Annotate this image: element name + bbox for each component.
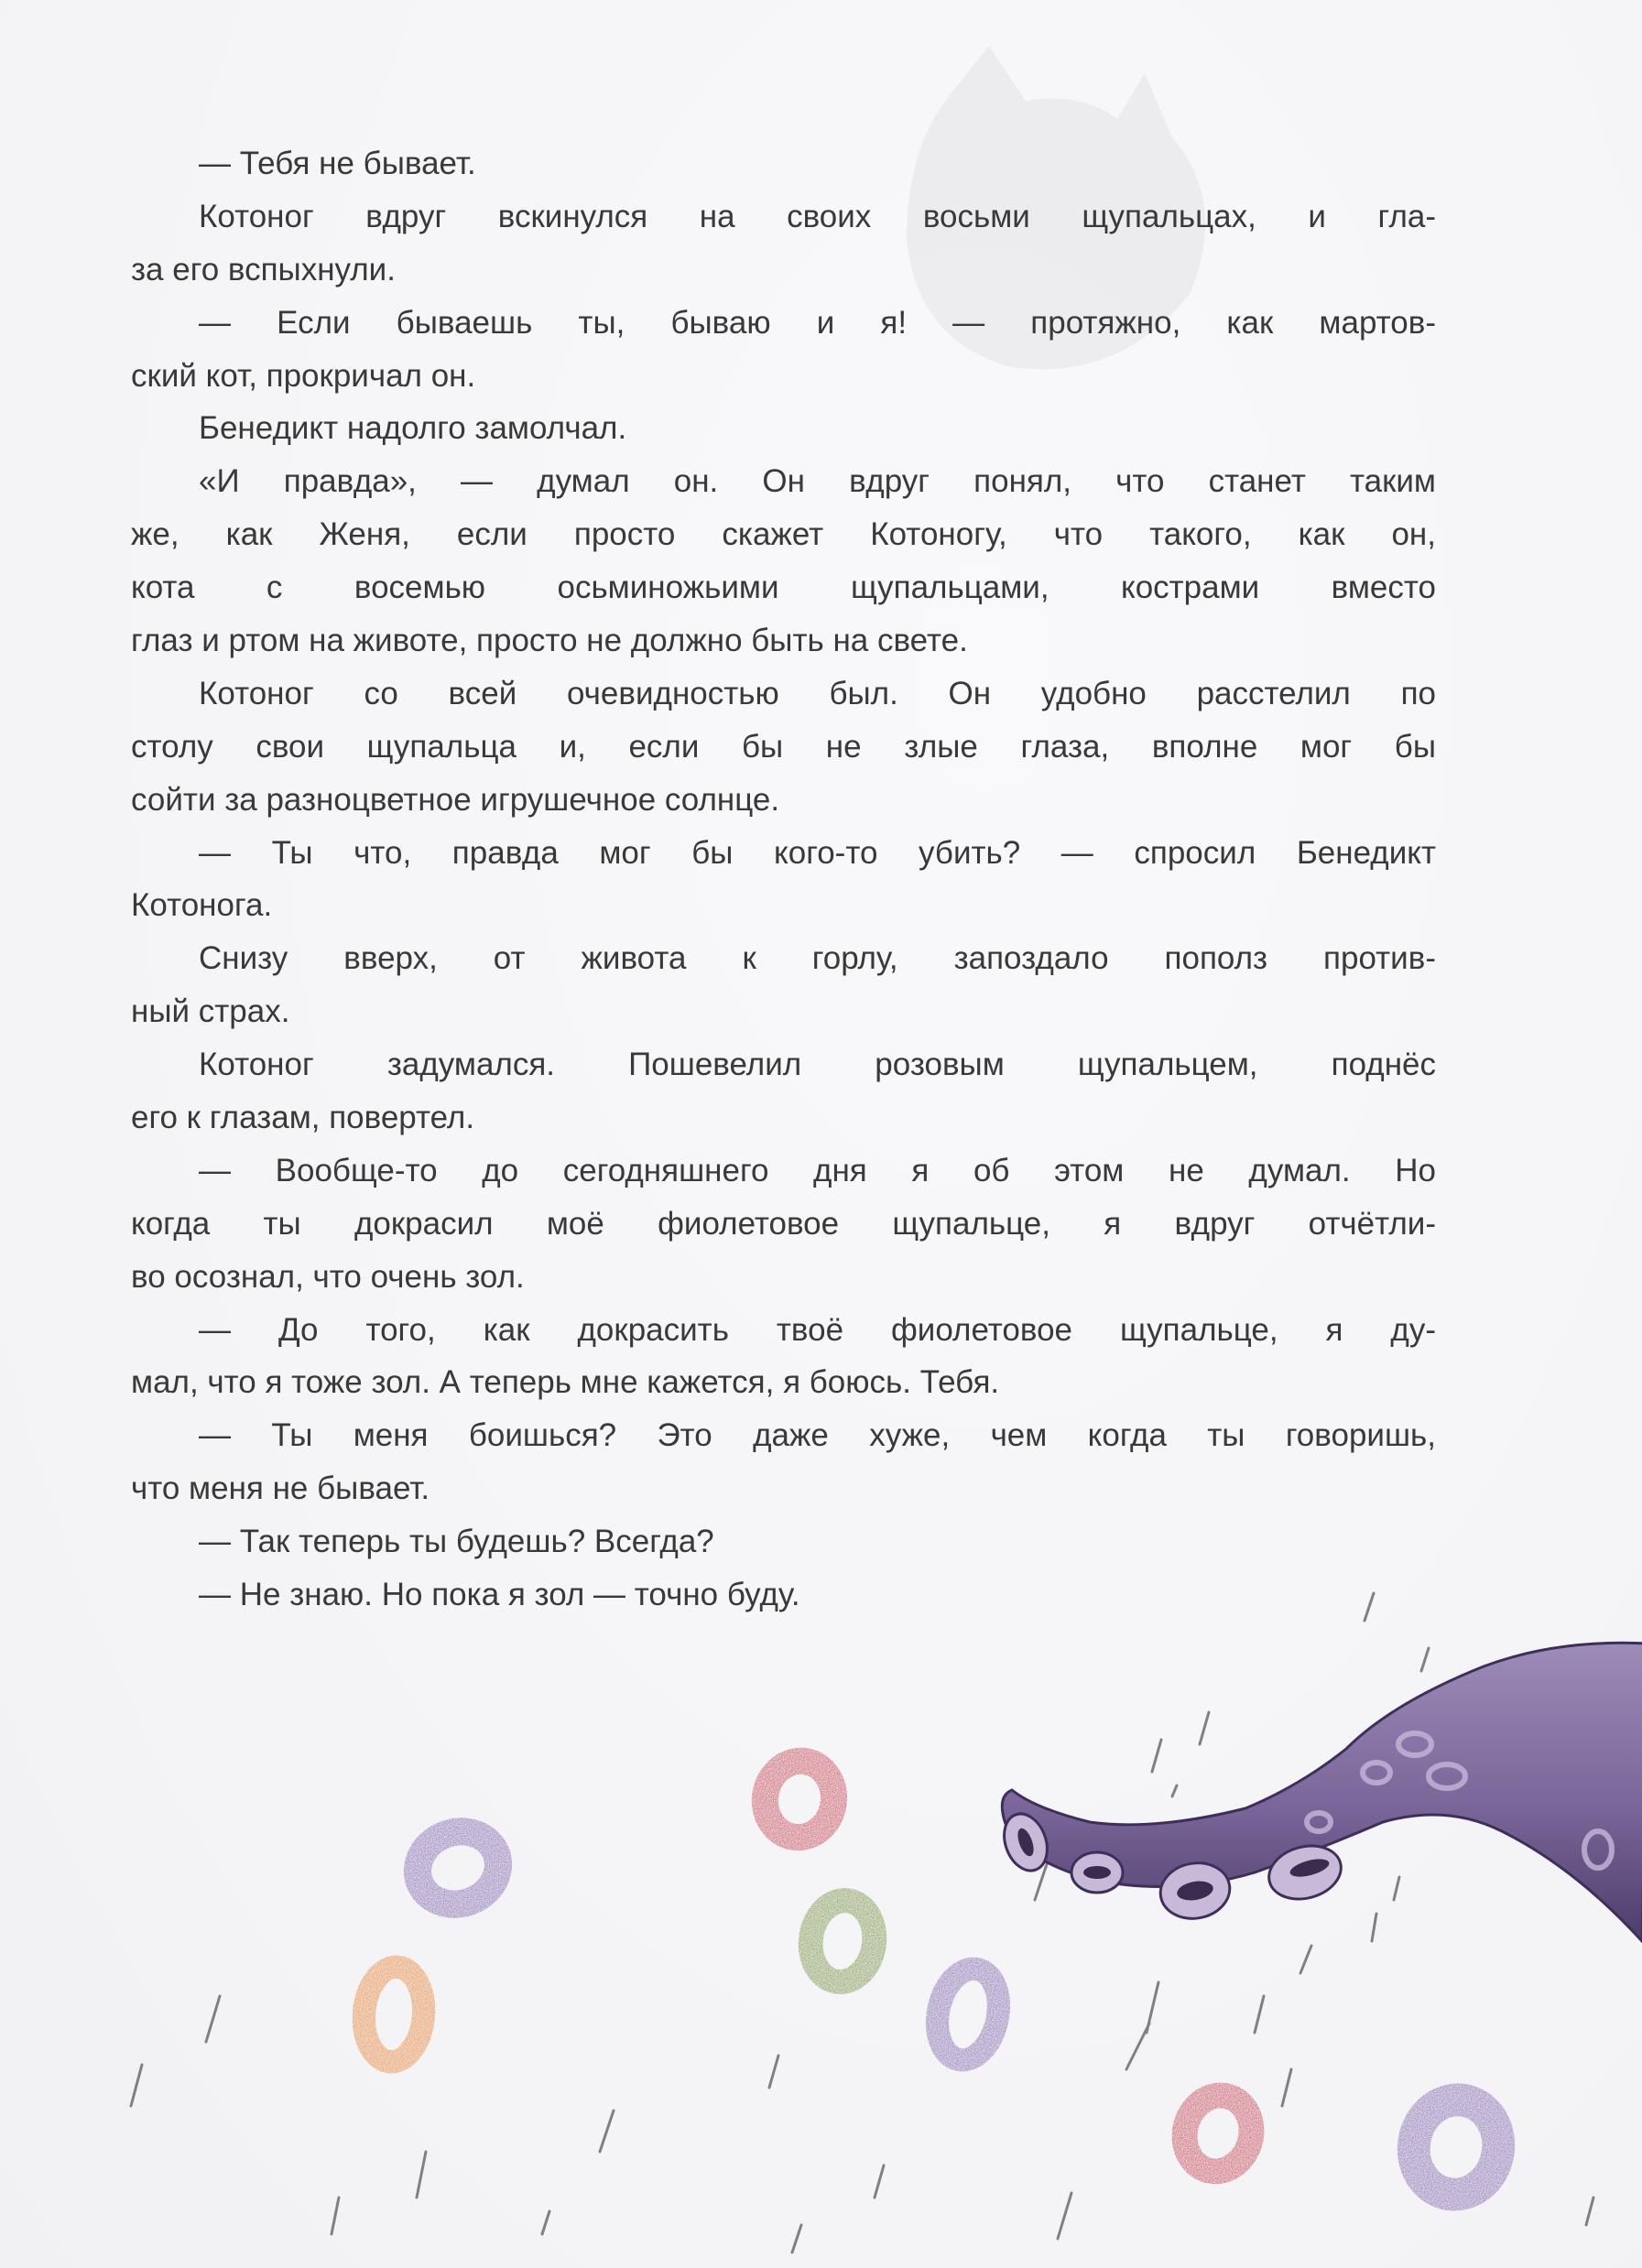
paragraph (131, 827, 1436, 933)
text-line: «И правда», — думал он. Он вдруг понял, что станет таким (199, 463, 1436, 500)
text-line: Котоног вдруг вскинулся на своих восьми щупальцах, и гла- (199, 198, 1436, 234)
paragraph (131, 297, 1436, 403)
text-line: — Ты что, правда мог бы кого-то убить? — спросил Бенедикт (199, 834, 1436, 871)
text-line: Снизу вверх, от живота к горлу, запоздало пополз против- (199, 940, 1436, 977)
ring-icon (930, 1963, 1006, 2066)
paragraph (131, 1304, 1436, 1410)
text-line: — До того, как докрасить твоё фиолетовое щупальце, я ду- (199, 1311, 1436, 1348)
text-line: Котоног задумался. Пошевелил розовым щупальцем, поднёс (199, 1047, 1436, 1083)
text-line: сойти за разноцветное игрушечное солнце. (131, 781, 780, 818)
text-line: ский кот, прокричал он. (131, 357, 476, 394)
story-text (131, 137, 1436, 1622)
text-line: Котоног со всей очевидностью был. Он удобно расстелил по (199, 675, 1436, 711)
ring-icon (759, 1755, 840, 1842)
text-line: — Так теперь ты будешь? Всегда? (199, 1524, 714, 1560)
illustration-svg (0, 1557, 1642, 2268)
text-line: ный страх. (131, 993, 290, 1030)
ring-icon (360, 1965, 428, 2065)
paragraph (131, 137, 1436, 190)
tentacle (996, 1643, 1642, 1941)
text-line: что меня не бывает. (131, 1470, 430, 1507)
tentacle-illustration (0, 1557, 1642, 2268)
text-line: во осознал, что очень зол. (131, 1258, 525, 1295)
paragraph (131, 1038, 1436, 1145)
text-line: глаз и ртом на животе, просто не должно быть на свете. (131, 623, 968, 659)
ring-icon (806, 1896, 880, 1986)
paragraph (131, 1409, 1436, 1515)
text-line: за его вспыхнули. (131, 251, 396, 288)
text-line: кота с восемью осьминожьими щупальцами, кострами вместо (131, 570, 1436, 606)
text-line: Котонога. (131, 887, 273, 924)
text-line: — Тебя не бывает. (199, 146, 476, 181)
paragraph (131, 932, 1436, 1038)
text-line: Бенедикт надолго замолчал. (199, 410, 627, 447)
paragraph (131, 402, 1436, 455)
paragraph (131, 667, 1436, 827)
text-line: — Не знаю. Но пока я зол — точно буду. (199, 1577, 800, 1613)
text-line: — Вообще-то до сегодняшнего дня я об этом не думал. Но (199, 1152, 1436, 1188)
paragraph (131, 455, 1436, 667)
text-line: мал, что я тоже зол. А теперь мне кажется, я боюсь. Тебя. (131, 1364, 1000, 1401)
text-line: — Ты меня боишься? Это даже хуже, чем когда ты говоришь, (199, 1417, 1436, 1454)
ring-icon (1176, 2088, 1259, 2178)
text-line: его к глазам, повертел. (131, 1100, 475, 1136)
text-line: — Если бываешь ты, бываю и я! — протяжно, как мартов- (199, 304, 1436, 341)
text-line: столу свои щупальца и, если бы не злые глаза, вполне мог бы (131, 728, 1436, 765)
paragraph (131, 190, 1436, 297)
text-line: когда ты докрасил моё фиолетовое щупальце, я вдруг отчётли- (131, 1205, 1436, 1242)
ring-icon (408, 1820, 508, 1915)
text-line: же, как Женя, если просто скажет Котоногу, что такого, как он, (131, 516, 1436, 553)
ring-icon (1407, 2093, 1506, 2201)
paragraph (131, 1145, 1436, 1304)
